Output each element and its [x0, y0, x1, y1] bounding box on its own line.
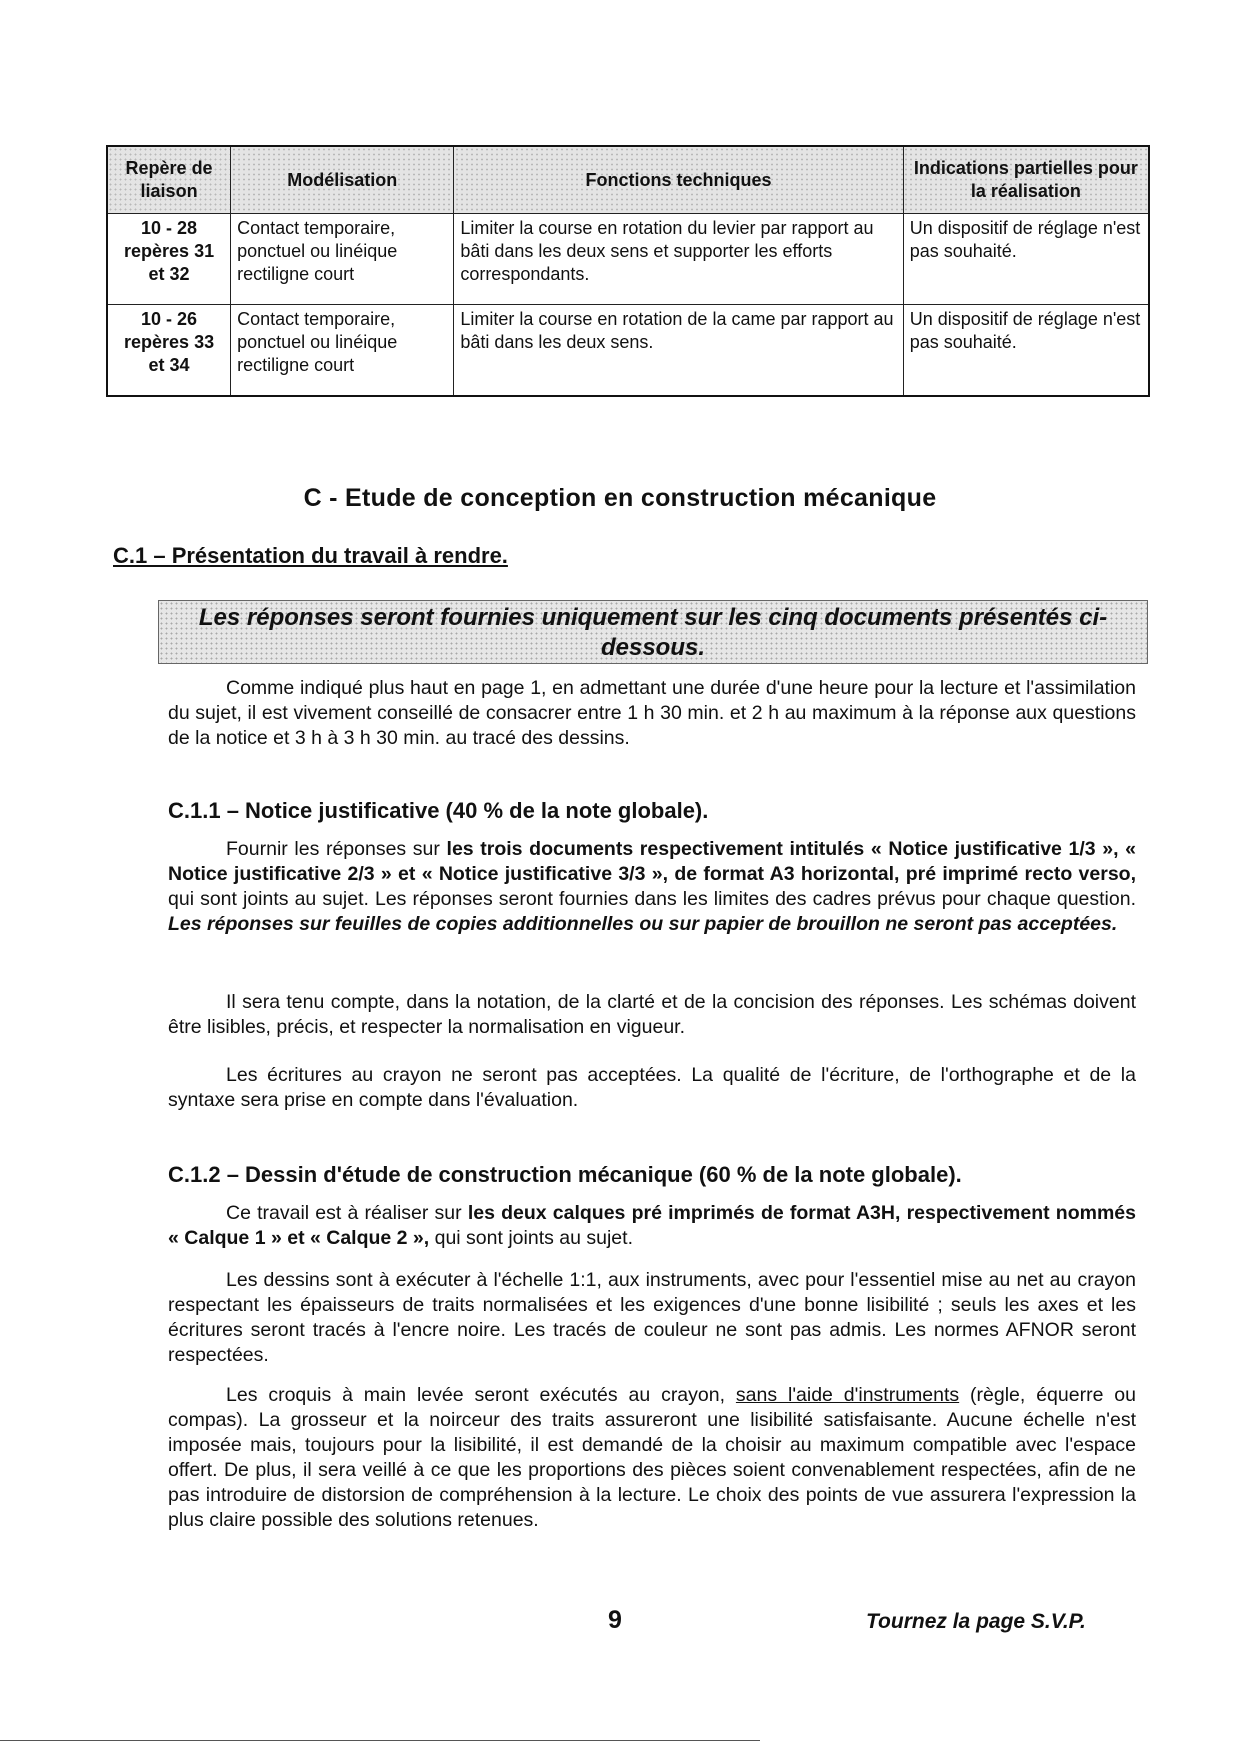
turn-page-note: Tournez la page S.V.P.: [866, 1610, 1086, 1633]
cell-indications: Un dispositif de réglage n'est pas souhaité.: [903, 214, 1149, 305]
c11-p1-text-a: Fournir les réponses sur: [226, 838, 447, 860]
header-repere: Repère de liaison: [107, 146, 231, 214]
c11-paragraph-2: Il sera tenu compte, dans la notation, de la clarté et de la concision des réponses. Les schémas doivent être lisibles, précis, et respecter la normalisation en vigueur.: [168, 991, 1136, 1038]
c12-p1-text-a: Ce travail est à réaliser sur: [226, 1202, 468, 1224]
table-header-row: [107, 146, 1149, 214]
cell-modelisation: Contact temporaire, ponctuel ou linéique rectiligne court: [231, 305, 454, 397]
c12-p3-text-b: (règle, équerre ou compas). La grosseur et la noirceur des traits assureront une lisibilité satisfaisante. Aucune échelle n'est imposée mais, toujours pour la lisibilité, il est demandé de la choisir au maximum compatible avec l'espace offert. De plus, il sera veillé à ce que les proportions des pièces soient convenablement respectées, afin de ne pas introduire de distorsion de compréhension à la lecture. Le choix des points de vue assurera l'expression la plus claire possible des solutions retenues.: [168, 1384, 1136, 1531]
bottom-rule: [0, 1740, 760, 1741]
c12-heading: C.1.2 – Dessin d'étude de construction mécanique (60 % de la note globale).: [168, 1162, 962, 1187]
page-number: 9: [608, 1606, 622, 1634]
section-title: C - Etude de conception en construction mécanique: [303, 484, 937, 512]
c12-p3-text-a: Les croquis à main levée seront exécutés au crayon,: [226, 1384, 736, 1406]
cell-modelisation: Contact temporaire, ponctuel ou linéique rectiligne court: [231, 214, 454, 305]
answer-banner: Les réponses seront fournies uniquement sur les cinq documents présentés ci-dessous.: [158, 600, 1148, 664]
c12-p1-bold: les deux calques pré imprimés de format A3H, respectivement nommés « Calque 1 » et « Calque 2 »,: [168, 1202, 1136, 1249]
c11-heading: C.1.1 – Notice justificative (40 % de la note globale).: [168, 798, 709, 823]
header-modelisation: Modélisation: [231, 146, 454, 214]
cell-fonctions: Limiter la course en rotation de la came par rapport au bâti dans les deux sens.: [454, 305, 903, 397]
c12-paragraph-3: [168, 1383, 1136, 1533]
c11-paragraph-1: [168, 837, 1136, 937]
table-row: [107, 214, 1149, 305]
liaisons-table: [106, 145, 1150, 397]
c11-paragraph-3: Les écritures au crayon ne seront pas acceptées. La qualité de l'écriture, de l'orthographe et de la syntaxe sera prise en compte dans l'évaluation.: [168, 1064, 1136, 1111]
cell-repere: 10 - 28 repères 31 et 32: [107, 214, 231, 305]
subsection-title: C.1 – Présentation du travail à rendre.: [113, 543, 508, 568]
c12-p3-underlined: sans l'aide d'instruments: [735, 1384, 960, 1406]
c11-p1-bold-italic: Les réponses sur feuilles de copies additionnelles ou sur papier de brouillon ne seront pas acceptées.: [168, 913, 1118, 935]
c11-p1-bold: les trois documents respectivement intitulés « Notice justificative 1/3 », « Notice justificative 2/3 » et « Notice justificative 3/3 », de format A3 horizontal, pré imprimé recto verso,: [168, 838, 1136, 885]
cell-repere: 10 - 26 repères 33 et 34: [107, 305, 231, 397]
c12-paragraph-1: [168, 1201, 1136, 1251]
c11-p1-text-c: qui sont joints au sujet. Les réponses seront fournies dans les limites des cadres prévus pour chaque question.: [168, 888, 1136, 910]
cell-indications: Un dispositif de réglage n'est pas souhaité.: [903, 305, 1149, 397]
c12-paragraph-2: Les dessins sont à exécuter à l'échelle 1:1, aux instruments, avec pour l'essentiel mise au net au crayon respectant les épaisseurs de traits normalisées et les exigences d'une bonne lisibilité ; seuls les axes et les écritures seront tracés à l'encre noire. Les tracés de couleur ne sont pas admis. Les normes AFNOR seront respectées.: [168, 1269, 1136, 1366]
cell-fonctions: Limiter la course en rotation du levier par rapport au bâti dans les deux sens et supporter les efforts correspondants.: [454, 214, 903, 305]
intro-paragraph: Comme indiqué plus haut en page 1, en admettant une durée d'une heure pour la lecture et l'assimilation du sujet, il est vivement conseillé de consacrer entre 1 h 30 min. et 2 h au maximum à la réponse aux questions de la notice et 3 h à 3 h 30 min. au tracé des dessins.: [168, 677, 1136, 749]
header-indications: Indications partielles pour la réalisation: [903, 146, 1149, 214]
header-fonctions: Fonctions techniques: [454, 146, 903, 214]
c12-p1-text-c: qui sont joints au sujet.: [429, 1227, 633, 1249]
table-row: [107, 305, 1149, 397]
